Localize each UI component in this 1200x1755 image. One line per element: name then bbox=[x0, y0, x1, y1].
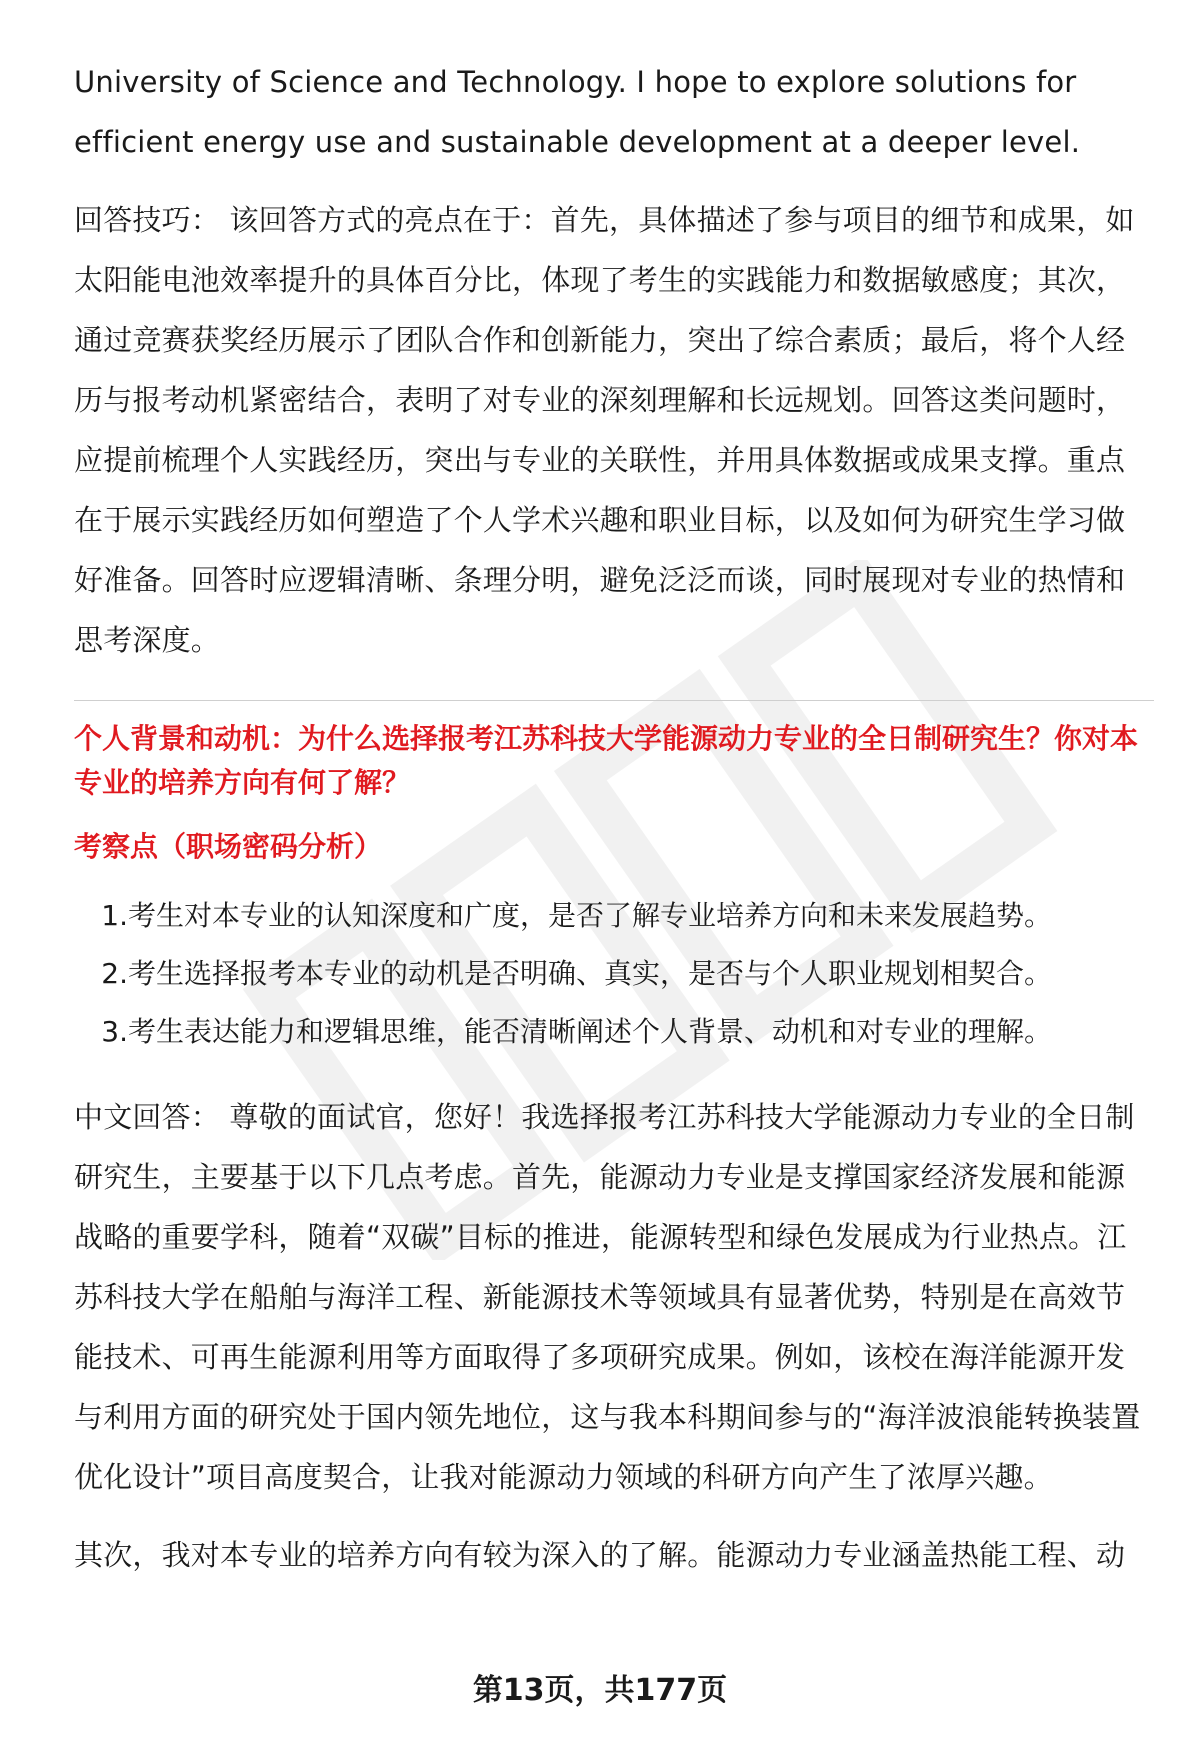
section-divider bbox=[74, 700, 1154, 701]
assessment-heading: 考察点（职场密码分析） bbox=[74, 830, 383, 863]
page-footer: 第13页，共177页 bbox=[472, 1673, 728, 1708]
list-item bbox=[74, 945, 1154, 1003]
next-paragraph: 其次，我对本专业的培养方向有较为深入的了解。能源动力专业涵盖热能工程、动 bbox=[74, 1538, 1126, 1572]
list-number: 2. bbox=[101, 957, 128, 990]
list-text: 考生表达能力和逻辑思维，能否清晰阐述个人背景、动机和对专业的理解。 bbox=[128, 1015, 1053, 1048]
list-text: 考生选择报考本专业的动机是否明确、真实，是否与个人职业规划相契合。 bbox=[128, 957, 1053, 990]
question-title: 个人背景和动机：为什么选择报考江苏科技大学能源动力专业的全日制研究生？你对本专业的培养方向有何了解？ bbox=[74, 722, 1139, 799]
tips-paragraph: 回答技巧： 该回答方式的亮点在于：首先，具体描述了参与项目的细节和成果，如太阳能电池效率提升的具体百分比，体现了考生的实践能力和数据敏感度；其次，通过竞赛获奖经历展示了团队合作和创新能力，突出了综合素质；最后，将个人经历与报考动机紧密结合，表明了对专业的深刻理解和长远规划。回答这类问题时，应提前梳理个人实践经历，突出与专业的关联性，并用具体数据或成果支撑。重点在于展示实践经历如何塑造了个人学术兴趣和职业目标，以及如何为研究生学习做好准备。回答时应逻辑清晰、条理分明，避免泛泛而谈，同时展现对专业的热情和思考深度。 bbox=[74, 203, 1135, 657]
list-item bbox=[74, 1003, 1154, 1061]
list-text: 考生对本专业的认知深度和广度，是否了解专业培养方向和未来发展趋势。 bbox=[128, 899, 1053, 932]
list-number: 1. bbox=[101, 899, 128, 932]
document-page bbox=[74, 52, 1154, 1585]
assessment-list bbox=[74, 887, 1154, 1061]
list-item bbox=[74, 887, 1154, 945]
list-number: 3. bbox=[101, 1015, 128, 1048]
top-paragraph: University of Science and Technology. I hope to explore solutions for efficient energy use and sustainable development at a deeper level. bbox=[74, 65, 1081, 159]
answer-paragraph: 中文回答： 尊敬的面试官，您好！我选择报考江苏科技大学能源动力专业的全日制研究生，主要基于以下几点考虑。首先，能源动力专业是支撑国家经济发展和能源战略的重要学科，随着“双碳”目标的推进，能源转型和绿色发展成为行业热点。江苏科技大学在船舶与海洋工程、新能源技术等领域具有显著优势，特别是在高效节能技术、可再生能源利用等方面取得了多项研究成果。例如，该校在海洋能源开发与利用方面的研究处于国内领先地位，这与我本科期间参与的“海洋波浪能转换装置优化设计”项目高度契合，让我对能源动力领域的科研方向产生了浓厚兴趣。 bbox=[74, 1100, 1141, 1494]
